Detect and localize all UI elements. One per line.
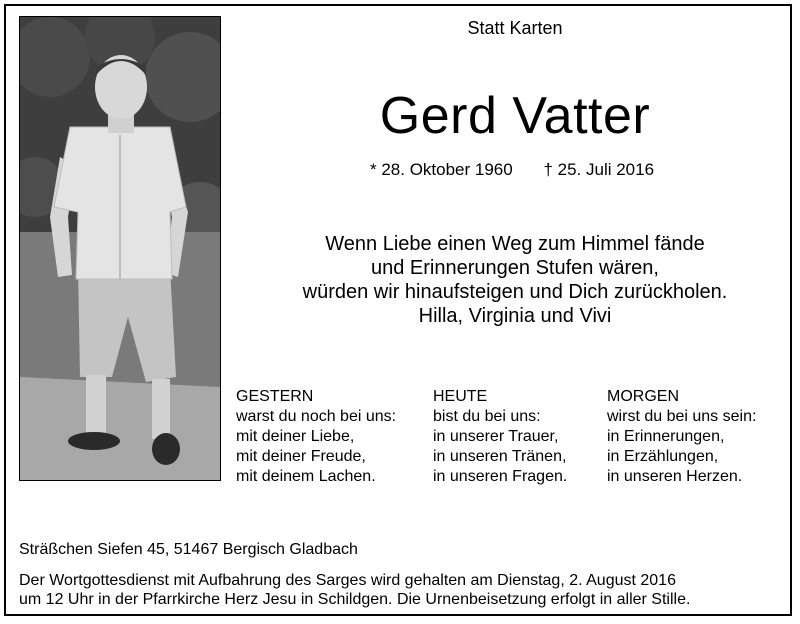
column-heute — [433, 387, 567, 487]
birth-date: * 28. Oktober 1960 — [370, 160, 513, 179]
column-line: in Erzählungen, — [607, 448, 719, 465]
poem — [230, 232, 800, 328]
column-line: in unseren Tränen, — [433, 448, 567, 465]
column-heading: MORGEN — [607, 388, 679, 405]
poem-line: Wenn Liebe einen Weg zum Himmel fände — [325, 233, 705, 255]
portrait-photo — [19, 16, 221, 481]
service-line: Der Wortgottesdienst mit Aufbahrung des Sarges wird gehalten am Dienstag, 2. August 2016 — [19, 572, 676, 589]
deceased-name: Gerd Vatter — [379, 87, 651, 145]
column-line: in Erinnerungen, — [607, 428, 725, 445]
poem-signature: Hilla, Virginia und Vivi — [418, 305, 612, 327]
column-line: in unserer Trauer, — [433, 428, 559, 445]
service-line: um 12 Uhr in der Pfarrkirche Herz Jesu in Schildgen. Die Urnenbeisetzung erfolgt in aller Stille. — [19, 591, 691, 608]
column-line: warst du noch bei uns: — [236, 408, 397, 425]
column-line: mit deiner Freude, — [236, 448, 366, 465]
poem-line: würden wir hinaufsteigen und Dich zurückholen. — [302, 281, 728, 303]
column-heading: HEUTE — [433, 388, 488, 405]
column-line: bist du bei uns: — [433, 408, 541, 425]
column-morgen — [607, 387, 756, 487]
column-line: mit deinem Lachen. — [236, 468, 376, 485]
column-line: in unseren Fragen. — [433, 468, 568, 485]
column-line: wirst du bei uns sein: — [607, 408, 757, 425]
statt-karten-label: Statt Karten — [467, 18, 563, 38]
column-line: mit deiner Liebe, — [236, 428, 355, 445]
poem-line: und Erinnerungen Stufen wären, — [371, 257, 659, 279]
service-info — [19, 571, 690, 609]
death-date: † 25. Juli 2016 — [543, 160, 655, 179]
column-gestern — [236, 387, 396, 487]
life-dates — [370, 160, 654, 180]
address: Sträßchen Siefen 45, 51467 Bergisch Gladbach — [19, 541, 358, 558]
column-heading: GESTERN — [236, 388, 314, 405]
column-line: in unseren Herzen. — [607, 468, 743, 485]
